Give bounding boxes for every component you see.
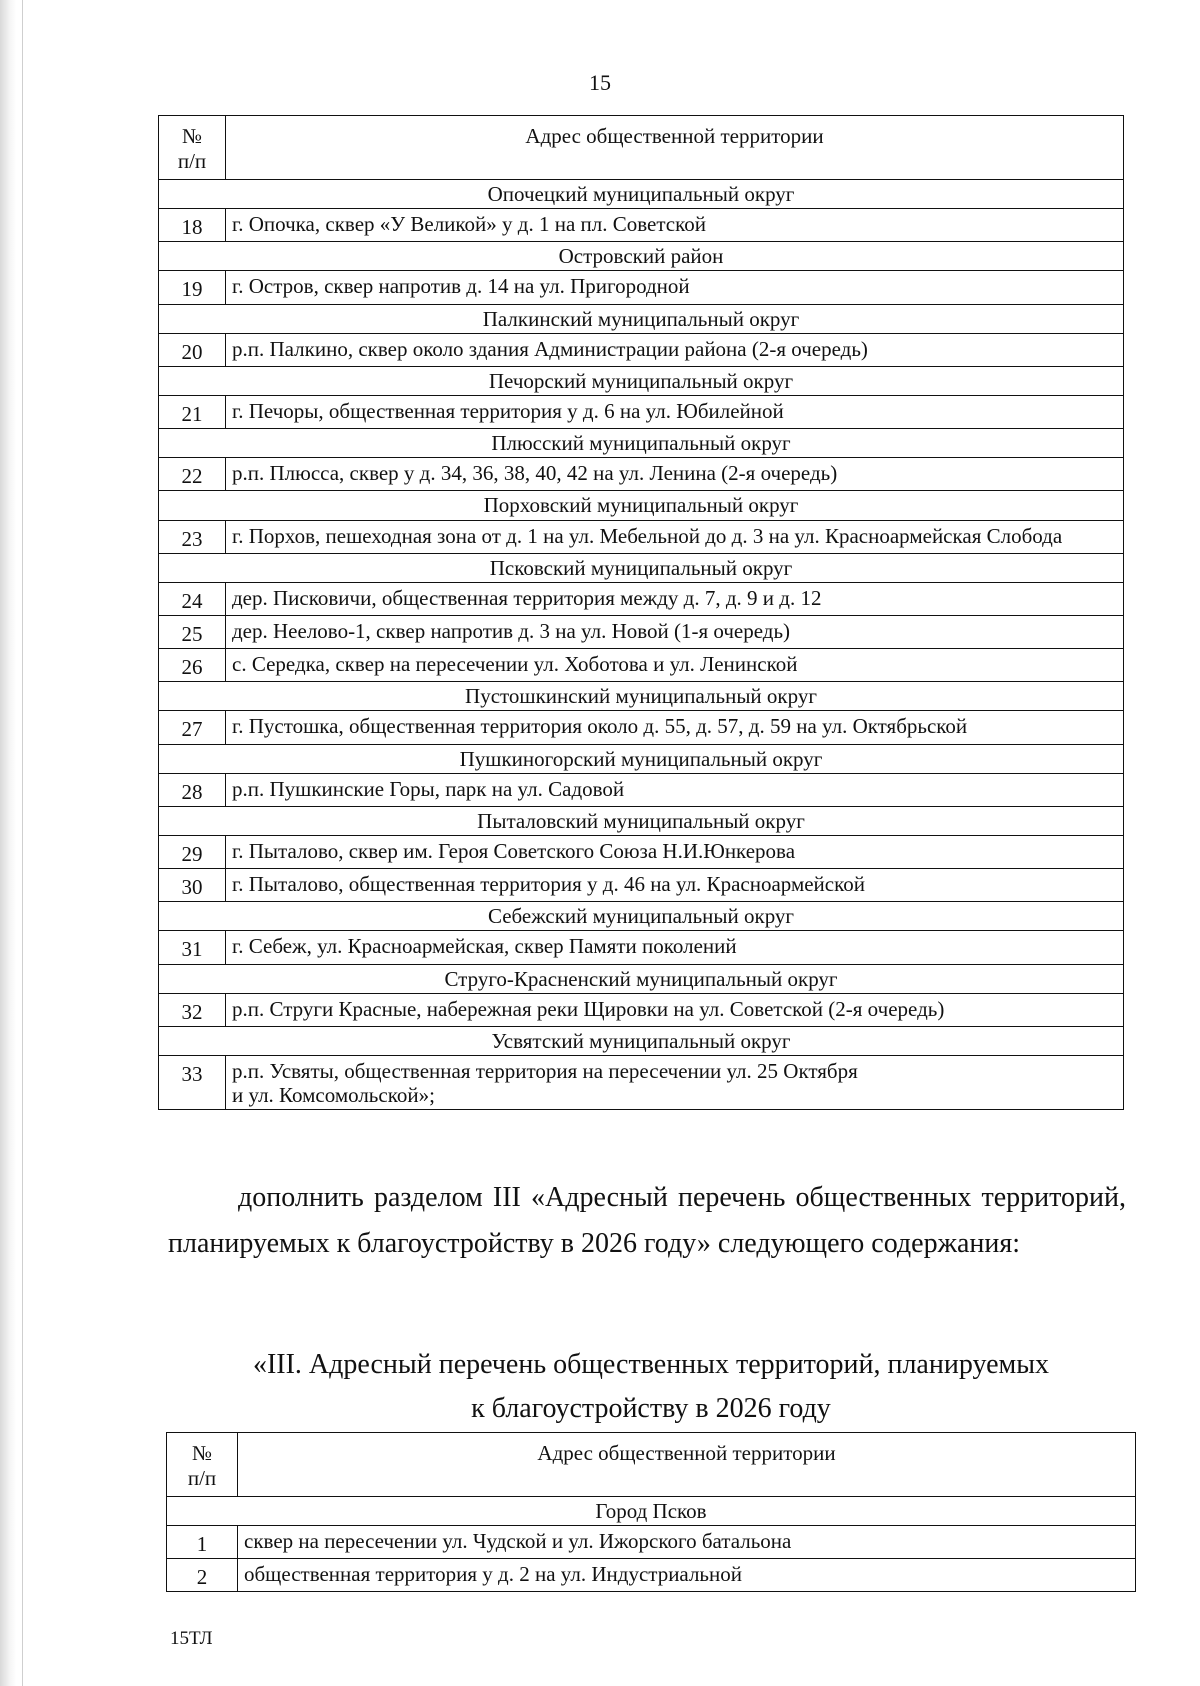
section-label: Плюсский муниципальный округ <box>159 429 1124 458</box>
section-label: Псковский муниципальный округ <box>159 553 1124 582</box>
row-number: 26 <box>159 649 226 682</box>
table-row <box>159 582 1124 615</box>
column-header-number <box>159 116 226 180</box>
row-address: р.п. Струги Красные, набережная реки Щировки на ул. Советской (2-я очередь) <box>226 993 1124 1026</box>
row-address: г. Порхов, пешеходная зона от д. 1 на ул. Мебельной до д. 3 на ул. Красноармейская Слобода <box>226 520 1124 553</box>
table-header-row <box>159 116 1124 180</box>
table-row <box>159 615 1124 648</box>
section-label: Опочецкий муниципальный округ <box>159 180 1124 209</box>
table-row <box>159 458 1124 491</box>
table-row <box>159 773 1124 806</box>
table-row <box>159 520 1124 553</box>
section-label: Палкинский муниципальный округ <box>159 304 1124 333</box>
table-row <box>159 395 1124 428</box>
row-number: 29 <box>159 835 226 868</box>
column-header-number <box>167 1433 238 1497</box>
column-header-address: Адрес общественной территории <box>226 116 1124 180</box>
row-number: 30 <box>159 869 226 902</box>
section-row <box>159 429 1124 458</box>
row-address: г. Пустошка, общественная территория около д. 55, д. 57, д. 59 на ул. Октябрьской <box>226 711 1124 744</box>
row-number: 19 <box>159 271 226 304</box>
section-row <box>159 366 1124 395</box>
section-label: Пустошкинский муниципальный округ <box>159 682 1124 711</box>
section-row <box>159 1026 1124 1055</box>
table-row <box>159 993 1124 1026</box>
row-number: 33 <box>159 1055 226 1109</box>
row-number: 1 <box>167 1526 238 1559</box>
section-title-line-2: к благоустройству в 2026 году <box>471 1393 831 1424</box>
section-row <box>159 902 1124 931</box>
section-row <box>159 242 1124 271</box>
section-label: Усвятский муниципальный округ <box>159 1026 1124 1055</box>
row-number: 20 <box>159 333 226 366</box>
row-address: р.п. Плюсса, сквер у д. 34, 36, 38, 40, 42 на ул. Ленина (2-я очередь) <box>226 458 1124 491</box>
scan-edge-line <box>22 0 23 1686</box>
row-address: р.п. Пушкинские Горы, парк на ул. Садовой <box>226 773 1124 806</box>
section-row <box>159 180 1124 209</box>
section-row <box>159 304 1124 333</box>
row-number: 24 <box>159 582 226 615</box>
row-number: 31 <box>159 931 226 964</box>
row-number: 28 <box>159 773 226 806</box>
page-number: 15 <box>589 70 611 95</box>
row-address: общественная территория у д. 2 на ул. Индустриальной <box>238 1559 1136 1592</box>
row-address: р.п. Усвяты, общественная территория на пересечении ул. 25 Октября и ул. Комсомольской»; <box>226 1055 1124 1109</box>
table-body <box>159 180 1124 1110</box>
section-row <box>167 1497 1136 1526</box>
table-row <box>159 869 1124 902</box>
row-address: г. Остров, сквер напротив д. 14 на ул. Пригородной <box>226 271 1124 304</box>
row-number: 23 <box>159 520 226 553</box>
table-row <box>159 333 1124 366</box>
section-row <box>159 491 1124 520</box>
table-row <box>159 711 1124 744</box>
column-header-address: Адрес общественной территории <box>238 1433 1136 1497</box>
territories-table-2026 <box>166 1432 1136 1592</box>
section-row <box>159 682 1124 711</box>
row-number: 32 <box>159 993 226 1026</box>
section-label: Печорский муниципальный округ <box>159 366 1124 395</box>
column-header-number-text: № п/п <box>177 124 207 174</box>
row-number: 27 <box>159 711 226 744</box>
table-row <box>159 931 1124 964</box>
section-row <box>159 553 1124 582</box>
row-number: 22 <box>159 458 226 491</box>
table-body <box>167 1497 1136 1592</box>
footer-code: 15ТЛ <box>170 1628 213 1649</box>
section-label: Струго-Красненский муниципальный округ <box>159 964 1124 993</box>
row-number: 25 <box>159 615 226 648</box>
table-row <box>159 649 1124 682</box>
table-row <box>159 835 1124 868</box>
row-number: 2 <box>167 1559 238 1592</box>
table-header-row <box>167 1433 1136 1497</box>
section-label: Пушкиногорский муниципальный округ <box>159 744 1124 773</box>
scan-edge <box>0 0 16 1686</box>
table-row <box>159 1055 1124 1109</box>
row-address: г. Печоры, общественная территория у д. 6 на ул. Юбилейной <box>226 395 1124 428</box>
section-label: Островский район <box>159 242 1124 271</box>
section-row <box>159 964 1124 993</box>
table-row <box>167 1526 1136 1559</box>
row-address: р.п. Палкино, сквер около здания Администрации района (2-я очередь) <box>226 333 1124 366</box>
section-title <box>166 1343 1136 1431</box>
territories-table-2025 <box>158 115 1124 1110</box>
section-label: Себежский муниципальный округ <box>159 902 1124 931</box>
row-number: 18 <box>159 209 226 242</box>
section-row <box>159 806 1124 835</box>
table-row <box>159 271 1124 304</box>
table-row <box>159 209 1124 242</box>
row-address: дер. Писковичи, общественная территория между д. 7, д. 9 и д. 12 <box>226 582 1124 615</box>
section-label: Порховский муниципальный округ <box>159 491 1124 520</box>
section-label: Город Псков <box>167 1497 1136 1526</box>
row-number: 21 <box>159 395 226 428</box>
row-address: дер. Неелово-1, сквер напротив д. 3 на ул. Новой (1-я очередь) <box>226 615 1124 648</box>
table-row <box>167 1559 1136 1592</box>
row-address: г. Пыталово, сквер им. Героя Советского Союза Н.И.Юнкерова <box>226 835 1124 868</box>
row-address: сквер на пересечении ул. Чудской и ул. Ижорского батальона <box>238 1526 1136 1559</box>
column-header-number-text: № п/п <box>187 1441 217 1491</box>
amendment-paragraph: дополнить разделом III «Адресный перечень общественных территорий, планируемых к благоустройству в 2026 году» следующего содержания: <box>168 1182 1126 1259</box>
row-address: г. Себеж, ул. Красноармейская, сквер Памяти поколений <box>226 931 1124 964</box>
section-title-line-1: «III. Адресный перечень общественных территорий, планируемых <box>252 1349 1050 1380</box>
row-address: г. Пыталово, общественная территория у д. 46 на ул. Красноармейской <box>226 869 1124 902</box>
row-address: с. Середка, сквер на пересечении ул. Хоботова и ул. Ленинской <box>226 649 1124 682</box>
section-row <box>159 744 1124 773</box>
row-address: г. Опочка, сквер «У Великой» у д. 1 на пл. Советской <box>226 209 1124 242</box>
section-label: Пыталовский муниципальный округ <box>159 806 1124 835</box>
